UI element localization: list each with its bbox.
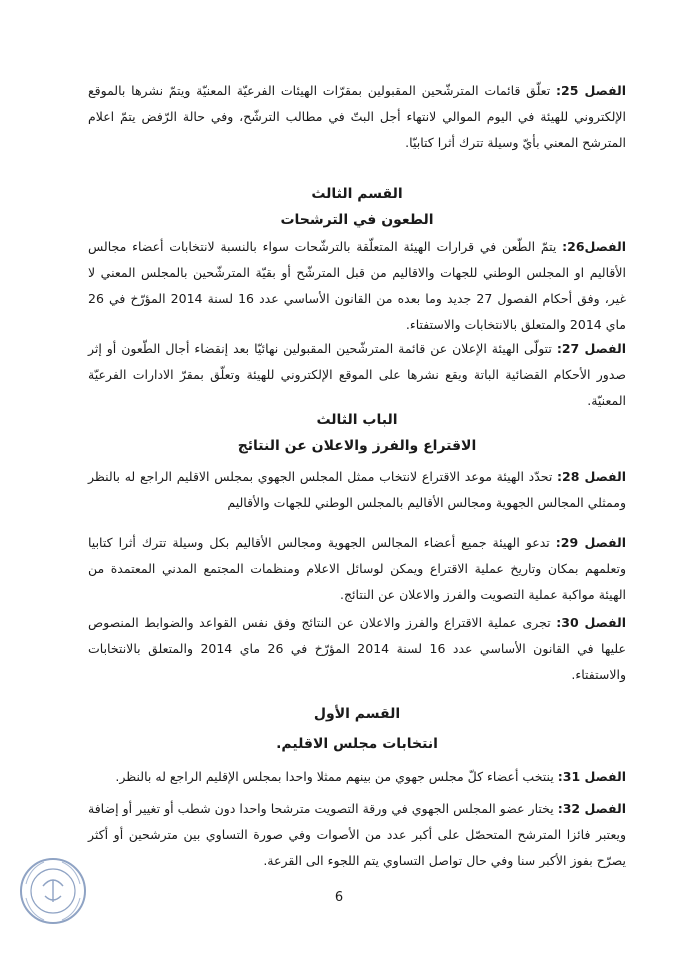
article-text: يختار عضو المجلس الجهوي في ورقة التصويت مترشحا واحدا دون شطب أو تغيير أو إضافة ويعتبر فائزا المترشح المتحصّل على أكبر عدد من الأصوات وفي صورة التساوي بين مترشحين أو أكثر يصرّح بفوز الأكبر سنا وفي حال تواصل التساوي يتم اللجوء الى القرعة. bbox=[88, 801, 626, 868]
section-heading-part: القسم الأول bbox=[313, 706, 401, 722]
section-heading-title: الطعون في الترشحات bbox=[280, 212, 434, 228]
article-number: الفصل26: bbox=[562, 239, 626, 254]
chapter-heading-title: الاقتراع والفرز والاعلان عن النتائج bbox=[237, 438, 477, 454]
article-31 bbox=[88, 764, 626, 790]
article-text: تتولّى الهيئة الإعلان عن قائمة المترشّحين المقبولين نهائيّا بعد إنقضاء أجال الطّعون أو إثر صدور الأحكام القضائية الباتة ويقع نشرها على الموقع الإلكتروني للهيئة وتعلّق بمقرّ الادارات الفرعيّة المعنيّة. bbox=[88, 341, 626, 408]
article-27 bbox=[88, 336, 626, 414]
article-text: تدعو الهيئة جميع أعضاء المجالس الجهوية ومجالس الأقاليم بكل وسيلة تترك أثرا كتابيا وتعلمهم بمكان وتاريخ عملية الاقتراع ويمكن لوسائل الاعلام ومنظمات المجتمع المدني المعتمدة من الهيئة مواكبة عملية التصويت والفرز والاعلان عن النتائج. bbox=[88, 535, 626, 602]
official-seal-stamp bbox=[18, 856, 88, 926]
article-text: تعلّق قائمات المترشّحين المقبولين بمقرّات الهيئات الفرعيّة المعنيّة ويتمّ نشرها بالموقع الإلكتروني للهيئة في اليوم الموالي لانتهاء أجل البتّ في مطالب الترشّح، وفي حالة الرّفض يتمّ اعلام المترشح المعني بأيّ وسيلة تترك أثرا كتابيّا. bbox=[88, 83, 626, 150]
article-28 bbox=[88, 464, 626, 516]
article-number: الفصل 30: bbox=[556, 615, 627, 630]
article-text: تجرى عملية الاقتراع والفرز والاعلان عن النتائج وفق نفس القواعد والضوابط المنصوص عليها في القانون الأساسي عدد 16 لسنة 2014 المؤرّخ في 26 ماي 2014 والمتعلق بالانتخابات والاستفتاء. bbox=[88, 615, 626, 682]
section-heading-title: انتخابات مجلس الاقليم. bbox=[276, 736, 438, 752]
article-26 bbox=[88, 234, 626, 338]
article-text: تحدّد الهيئة موعد الاقتراع لانتخاب ممثل المجلس الجهوي بمجلس الاقليم الراجع له بالنظر وممثلي المجالس الجهوية ومجالس الأقاليم بالمجلس الوطني للجهات والأقاليم bbox=[88, 469, 626, 510]
article-number: الفصل 27: bbox=[556, 341, 626, 356]
article-text: ينتخب أعضاء كلّ مجلس جهوي من بينهم ممثلا واحدا بمجلس الإقليم الراجع له بالنظر. bbox=[115, 769, 558, 784]
article-text: يتمّ الطّعن في قرارات الهيئة المتعلّقة بالترشّحات سواء بالنسبة لانتخابات أعضاء مجالس الأقاليم او المجلس الوطني للجهات والاقاليم من قبل المترشّح أو بقيّة المترشّحين بالمجلس المعني لا غير، وفق أحكام الفصول 27 جديد وما بعده من القانون الأساسي عدد 16 لسنة 2014 المؤرّخ في 26 ماي 2014 والمتعلق بالانتخابات والاستفتاء. bbox=[88, 239, 626, 332]
section-heading-part: القسم الثالث bbox=[311, 186, 403, 202]
article-number: الفصل 32: bbox=[557, 801, 626, 816]
article-29 bbox=[88, 530, 626, 608]
page-number: 6 bbox=[334, 890, 344, 905]
article-32 bbox=[88, 796, 626, 874]
article-30 bbox=[88, 610, 626, 688]
article-number: الفصل 31: bbox=[557, 769, 626, 784]
article-number: الفصل 29: bbox=[555, 535, 626, 550]
article-25 bbox=[88, 78, 626, 156]
article-number: الفصل 25: bbox=[556, 83, 626, 98]
article-number: الفصل 28: bbox=[557, 469, 626, 484]
chapter-heading-part: الباب الثالث bbox=[316, 412, 398, 428]
